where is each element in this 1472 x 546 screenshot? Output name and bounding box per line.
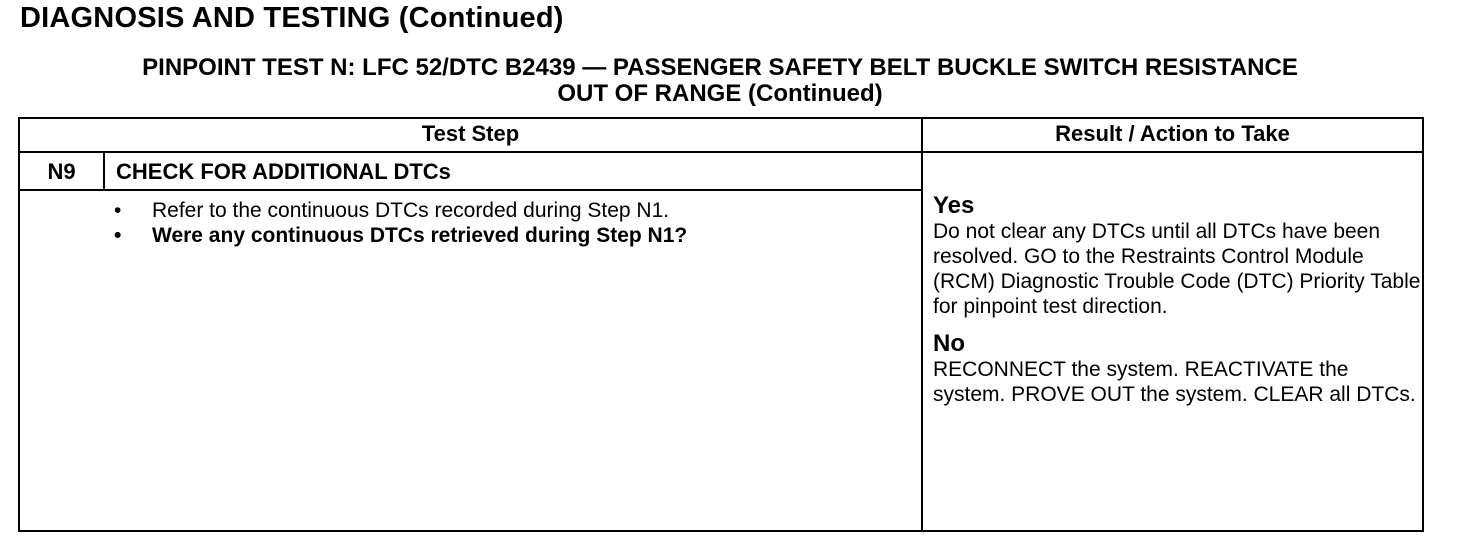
yes-label: Yes (933, 192, 975, 219)
step-instructions (114, 198, 687, 248)
test-title-line-2: OUT OF RANGE (Continued) (557, 80, 883, 107)
no-label: No (933, 330, 965, 357)
step-number-divider (103, 152, 105, 189)
column-divider (921, 119, 923, 530)
pinpoint-test-title (20, 55, 1420, 107)
step-divider (20, 189, 922, 191)
bullet-icon: • (114, 224, 122, 247)
header-test-step: Test Step (421, 121, 520, 146)
pinpoint-test-table (18, 117, 1424, 532)
no-action-text: RECONNECT the system. REACTIVATE the system. PROVE OUT the system. CLEAR all DTCs. (933, 358, 1416, 406)
page-heading: DIAGNOSIS AND TESTING (Continued) (20, 2, 564, 34)
result-action (933, 193, 1423, 407)
test-title-line-1: PINPOINT TEST N: LFC 52/DTC B2439 — PASSENGER SAFETY BELT BUCKLE SWITCH RESISTANCE (142, 54, 1298, 81)
step-name: CHECK FOR ADDITIONAL DTCs (116, 159, 451, 184)
question-text: Were any continuous DTCs retrieved during Step N1? (152, 224, 688, 247)
step-number: N9 (47, 159, 76, 184)
bullet-icon: • (114, 199, 122, 222)
instruction-text: Refer to the continuous DTCs recorded during Step N1. (152, 199, 670, 222)
instruction-item (114, 198, 687, 223)
yes-action-text: Do not clear any DTCs until all DTCs have been resolved. GO to the Restraints Control Module (RCM) Diagnostic Trouble Code (DTC) Priority Table for pinpoint test direction. (933, 220, 1421, 318)
header-divider (20, 151, 1422, 153)
instruction-question (114, 223, 687, 248)
header-result-action: Result / Action to Take (1055, 121, 1290, 146)
